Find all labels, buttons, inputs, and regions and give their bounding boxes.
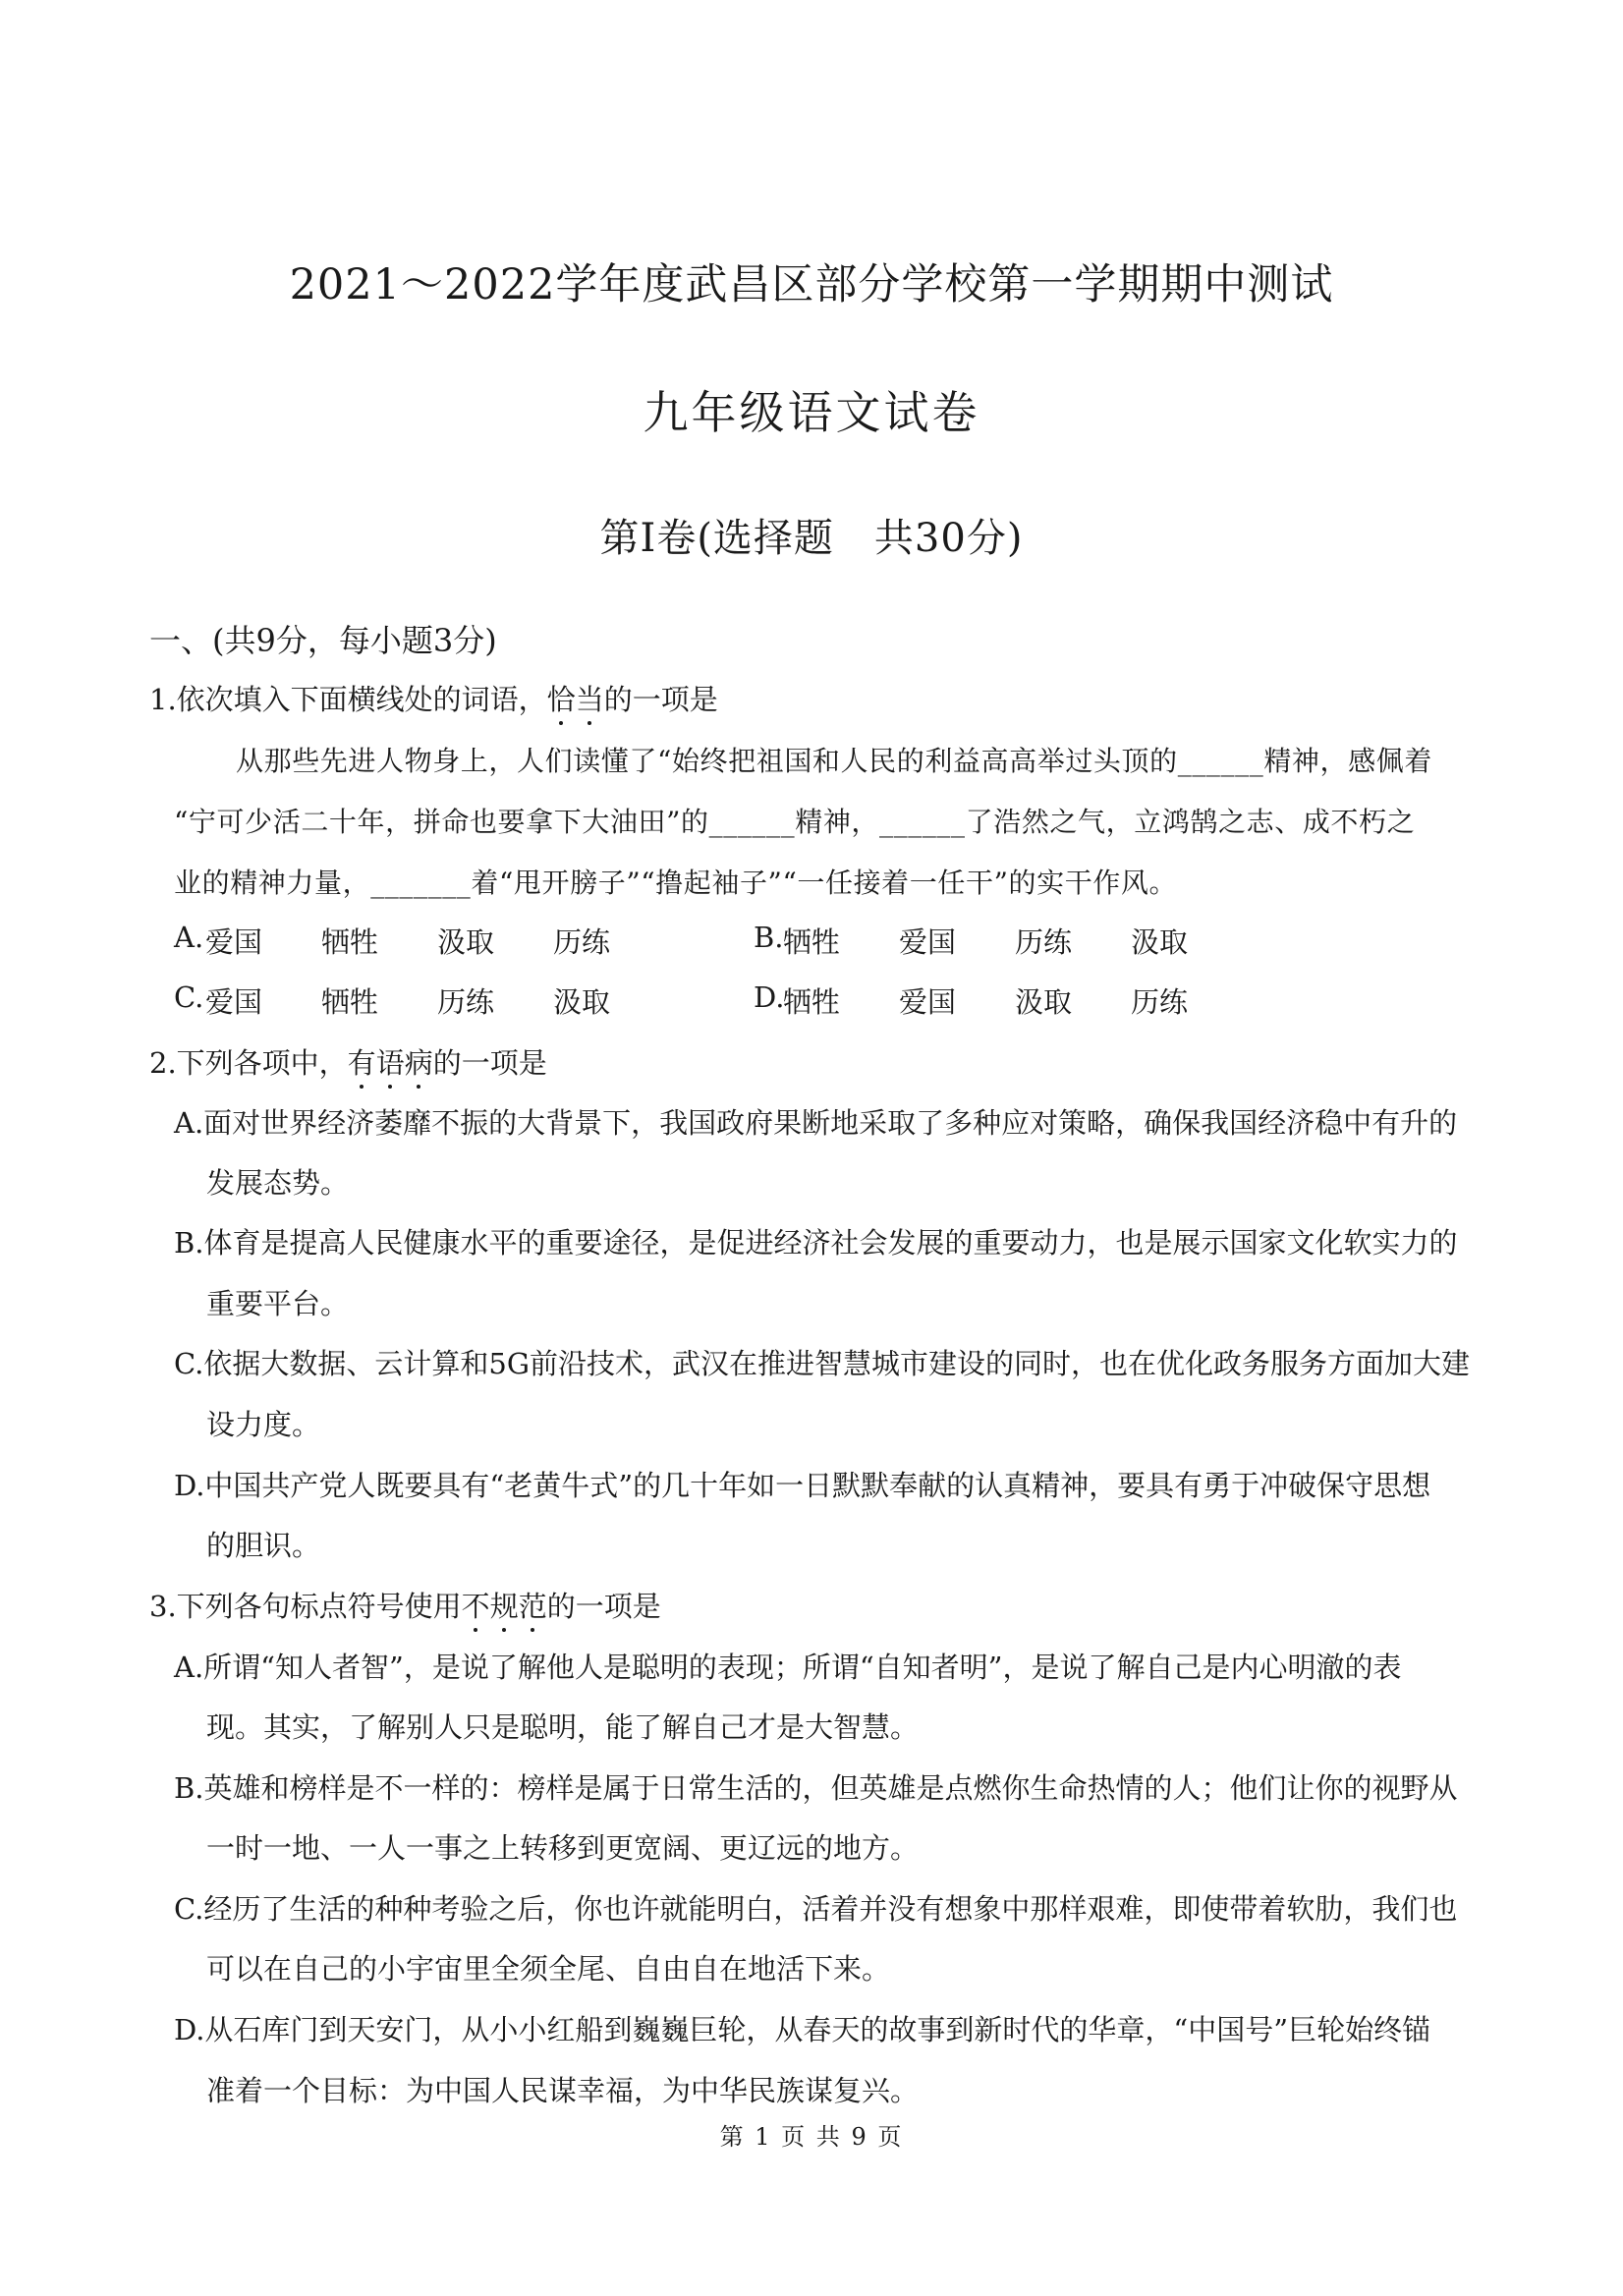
- question-3-option-c[interactable]: C.经历了生活的种种考验之后，你也许就能明白，活着并没有想象中那样艰难，即使带着软肋，我们也: [174, 1892, 1458, 1926]
- question-2-option-a-cont: 发展态势。: [206, 1166, 350, 1200]
- exam-subtitle: 九年级语文试卷: [643, 386, 980, 439]
- emphasis-char: 有: [348, 1041, 376, 1082]
- question-2-stem: 2.下列各项中，有语病的一项是: [149, 1041, 547, 1082]
- part-title: 第Ⅰ卷(选择题 共30分): [599, 516, 1024, 561]
- question-2-option-c[interactable]: C.依据大数据、云计算和5G前沿技术，武汉在推进智慧城市建设的同时，也在优化政务服务方面加大建: [174, 1347, 1470, 1380]
- question-3-option-b-cont: 一时一地、一人一事之上转移到更宽阔、更辽远的地方。: [206, 1831, 920, 1865]
- emphasis-char: 规: [490, 1585, 519, 1625]
- question-2-option-a[interactable]: A.面对世界经济萎靡不振的大背景下，我国政府果断地采取了多种应对策略，确保我国经济稳中有升的: [174, 1106, 1458, 1140]
- question-1-stem: 1.依次填入下面横线处的词语，恰当的一项是: [149, 678, 718, 718]
- question-3-option-a-cont: 现。其实，了解别人只是聪明，能了解自己才是大智慧。: [206, 1710, 920, 1744]
- question-3-option-d[interactable]: D.从石库门到天安门，从小小红船到巍巍巨轮，从春天的故事到新时代的华章，“中国号”巨轮始终锚: [174, 2013, 1431, 2046]
- question-3-option-a[interactable]: A.所谓“知人者智”，是说了解他人是聪明的表现；所谓“自知者明”，是说了解自己是内心明澈的表: [174, 1651, 1402, 1684]
- question-1-passage-line-1: 从那些先进人物身上，人们读懂了“始终把祖国和人民的利益高高举过头顶的______精神，感佩着: [236, 745, 1432, 777]
- exam-title: 2021～2022学年度武昌区部分学校第一学期期中测试: [289, 260, 1334, 309]
- emphasis-char: 不: [462, 1585, 490, 1625]
- emphasis-char: 病: [405, 1041, 433, 1082]
- question-1-emphasis: [547, 683, 604, 716]
- question-3-option-d-cont: 准着一个目标：为中国人民谋幸福，为中华民族谋复兴。: [206, 2074, 920, 2107]
- question-3-option-b[interactable]: B.英雄和榜样是不一样的：榜样是属于日常生活的，但英雄是点燃你生命热情的人；他们让你的视野从: [174, 1771, 1458, 1805]
- emphasis-char: 语: [376, 1041, 405, 1082]
- question-3-emphasis: [462, 1590, 547, 1623]
- question-2-emphasis: [348, 1046, 433, 1080]
- emphasis-char: 当: [576, 678, 604, 718]
- question-2-option-b[interactable]: B.体育是提高人民健康水平的重要途径，是促进经济社会发展的重要动力，也是展示国家文化软实力的: [174, 1226, 1458, 1260]
- question-3-option-c-cont: 可以在自己的小宇宙里全须全尾、自由自在地活下来。: [206, 1952, 891, 1986]
- question-1-passage-line-3: 业的精神力量，_______着“甩开膀子”“撸起袖子”“一任接着一任干”的实干作风。: [174, 867, 1178, 899]
- question-2-option-c-cont: 设力度。: [206, 1408, 321, 1441]
- question-2-option-d-cont: 的胆识。: [206, 1529, 321, 1562]
- page-number: 第 1 页 共 9 页: [719, 2123, 904, 2151]
- question-1-passage-line-2: “宁可少活二十年，拼命也要拿下大油田”的______精神，______了浩然之气，立鸿鹄之志、成不朽之: [174, 806, 1416, 838]
- section-heading: 一、(共9分，每小题3分): [149, 622, 497, 659]
- question-2-option-b-cont: 重要平台。: [206, 1287, 350, 1320]
- question-2-option-d[interactable]: D.中国共产党人既要具有“老黄牛式”的几十年如一日默默奉献的认真精神，要具有勇于冲破保守思想: [174, 1469, 1431, 1502]
- emphasis-char: 恰: [547, 678, 576, 718]
- emphasis-char: 范: [519, 1585, 547, 1625]
- question-3-stem: 3.下列各句标点符号使用不规范的一项是: [149, 1585, 661, 1625]
